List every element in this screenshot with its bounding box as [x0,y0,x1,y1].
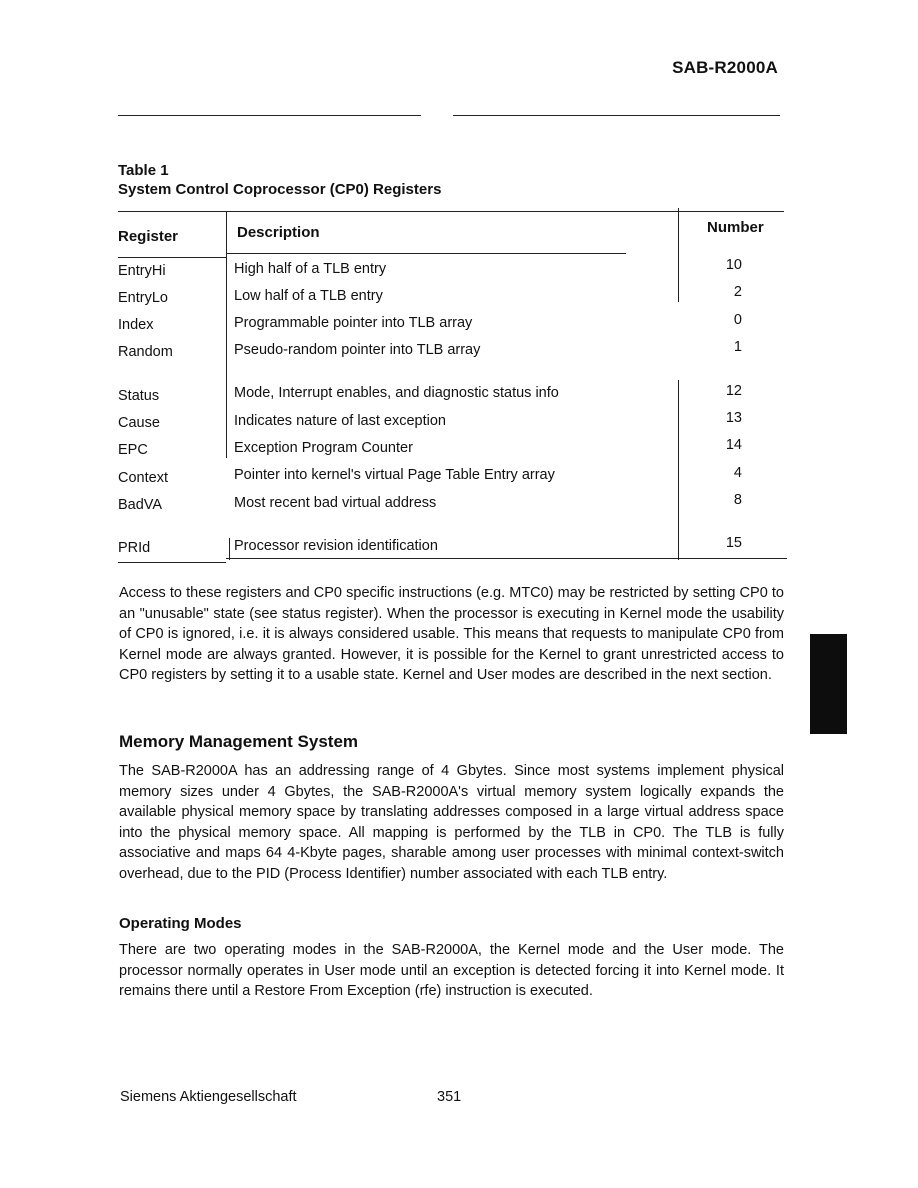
table-header-rule-description [226,253,626,254]
table-bottom-rule-register [118,562,226,563]
table-divider-register-body [226,258,227,458]
cell-register: Index [118,317,154,333]
column-header-description: Description [237,224,320,241]
cell-number: 14 [725,437,742,453]
cell-description: Mode, Interrupt enables, and diagnostic status info [234,385,559,401]
header-rule-right [453,115,780,116]
cell-description: Low half of a TLB entry [234,288,383,304]
cell-number: 1 [733,339,742,355]
table-header-rule-register [118,257,226,258]
table-divider-register-header [226,211,227,258]
column-header-number: Number [707,219,764,236]
cell-number: 15 [725,535,742,551]
cell-number: 8 [733,492,742,508]
memory-management-paragraph: The SAB-R2000A has an addressing range of 4 Gbytes. Since most systems implement physical memory sizes under 4 Gbytes, the SAB-R2000A's virtual memory system logically expands the available physical memory space by translating addresses composed in a large virtual address space into the physical memory space. All mapping is performed by the TLB in CP0. The TLB is fully associative and maps 64 4-Kbyte pages, sharable among user processes with minimal context-switch overhead, due to the PID (Process Identifier) number associated with each TLB entry. [119,763,784,882]
document-id: SAB-R2000A [672,58,778,77]
cell-description: Indicates nature of last exception [234,413,446,429]
chapter-thumb-tab [810,634,847,734]
header-rule-left [118,115,421,116]
table-title: System Control Coprocessor (CP0) Registers [118,181,442,198]
table-divider-register-last [229,538,230,560]
table-divider-number-body [678,256,679,302]
cell-register: Context [118,470,168,486]
table-top-rule [118,211,784,212]
cell-description: Pseudo-random pointer into TLB array [234,342,481,358]
cell-description: Pointer into kernel's virtual Page Table Entry array [234,467,555,483]
table-number: Table 1 [118,162,169,179]
cell-register: Cause [118,415,160,431]
table-divider-number-header [678,208,679,256]
cell-number: 2 [733,284,742,300]
column-header-register: Register [118,228,179,245]
cell-number: 12 [725,383,742,399]
cell-number: 13 [725,410,742,426]
cell-register: EPC [118,442,148,458]
cell-description: Programmable pointer into TLB array [234,315,473,331]
access-paragraph: Access to these registers and CP0 specific instructions (e.g. MTC0) may be restricted by setting CP0 to an "unusable" state (see status register). When the processor is executing in Kernel mode the usability of CP0 is ignored, i.e. it is always considered usable. This means that requests to manipulate CP0 from Kernel mode are always granted. However, it is possible for the Kernel to grant unrestricted access to CP0 registers by setting it to a usable state. Kernel and User modes are described in the next section. [119,585,784,684]
cell-register: EntryLo [118,290,168,306]
cell-description: Most recent bad virtual address [234,495,437,511]
cell-register: BadVA [118,497,163,513]
cell-number: 4 [733,465,742,481]
section-heading: Memory Management System [119,732,359,751]
cell-description: Processor revision identification [234,538,438,554]
cell-register: Random [118,344,173,360]
footer-company: Siemens Aktiengesellschaft [120,1089,297,1105]
cell-description: High half of a TLB entry [234,261,387,277]
operating-modes-paragraph: There are two operating modes in the SAB-R2000A, the Kernel mode and the User mode. The processor normally operates in User mode until an exception is detected forcing it into Kernel mode. It remains there until a Restore From Exception (rfe) instruction is executed. [119,942,784,1000]
table-bottom-rule [226,558,787,559]
cell-register: PRId [118,540,151,556]
cell-description: Exception Program Counter [234,440,413,456]
cell-register: Status [118,388,160,404]
table-divider-number-lower [678,380,679,560]
page-number: 351 [437,1089,462,1105]
subsection-heading: Operating Modes [119,915,242,932]
cell-number: 10 [725,257,742,273]
cell-register: EntryHi [118,263,166,279]
cell-number: 0 [733,312,742,328]
